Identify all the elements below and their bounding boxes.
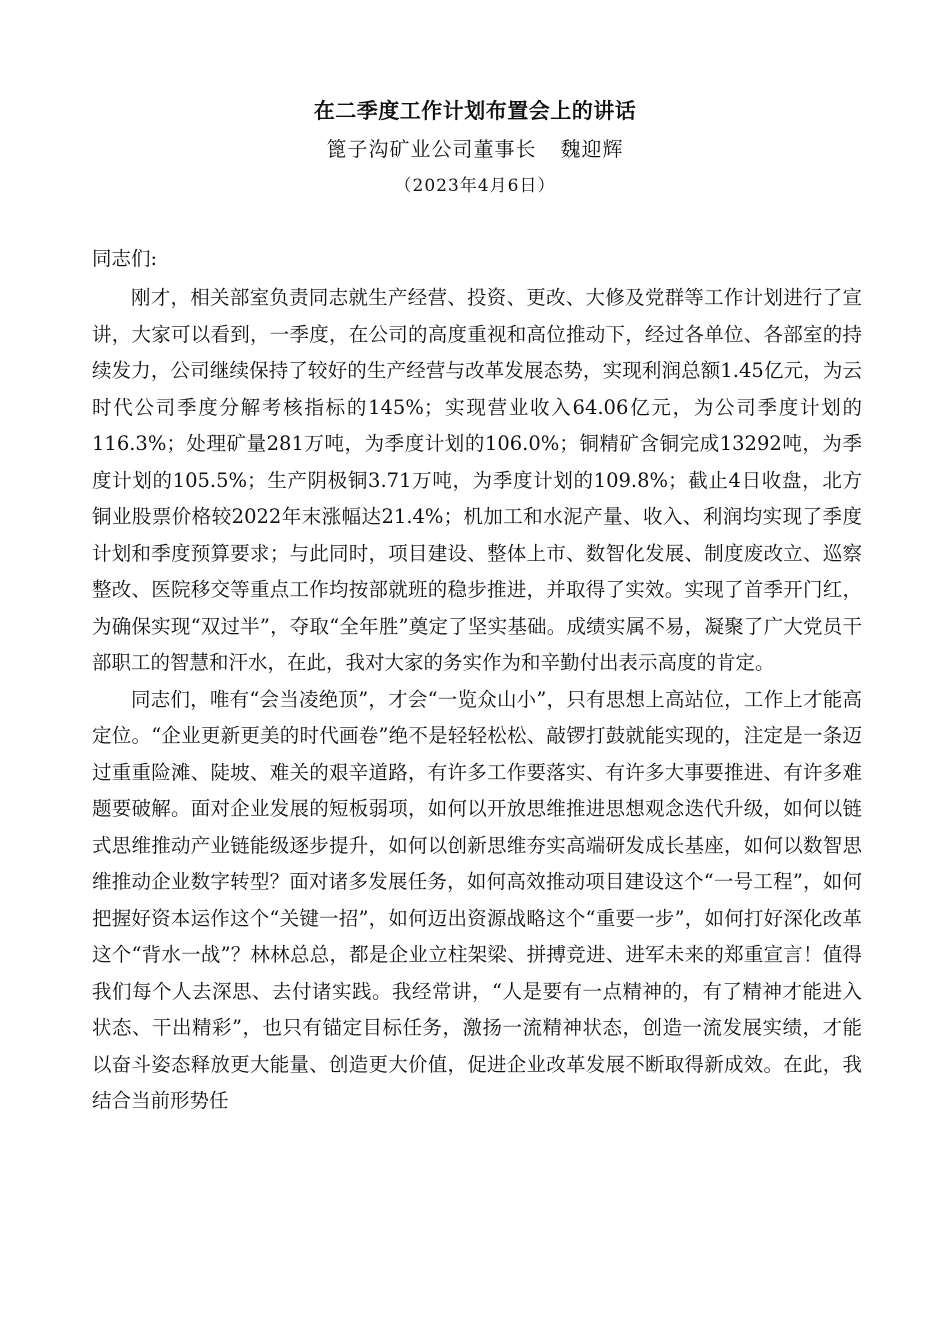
body-text [92, 280, 862, 1120]
page-title: 在二季度工作计划布置会上的讲话 [313, 98, 637, 123]
author-name: 魏迎辉 [560, 137, 624, 161]
author-line [0, 134, 950, 164]
author-organization: 篦子沟矿业公司董事长 [326, 137, 537, 161]
paragraph: 同志们，唯有“会当凌绝顶”，才会“一览众山小”，只有思想上高站位，工作上才能高定位。“企业更新更美的时代画卷”绝不是轻轻松松、敲锣打鼓就能实现的，注定是一条迈过重重险滩、陡坡、难关的艰辛道路，有许多工作要落实、有许多大事要推进、有许多难题要破解。面对企业发展的短板弱项，如何以开放思维推进思想观念迭代升级，如何以链式思维推动产业链能级逐步提升，如何以创新思维夯实高端研发成长基座，如何以数智思维推动企业数字转型？面对诸多发展任务，如何高效推动项目建设这个“一号工程”，如何把握好资本运作这个“关键一招”，如何迈出资源战略这个“重要一步”，如何打好深化改革这个“背水一战”？林林总总，都是企业立柱架梁、拼搏竞进、进军未来的郑重宣言！值得我们每个人去深思、去付诸实践。我经常讲，“人是要有一点精神的，有了精神才能进入状态、干出精彩”，也只有锚定目标任务，激扬一流精神状态，创造一流发展实绩，才能以奋斗姿态释放更大能量、创造更大价值，促进企业改革发展不断取得新成效。在此，我结合当前形势任 [92, 687, 862, 1112]
salutation: 同志们: [92, 247, 158, 270]
paragraph: 刚才，相关部室负责同志就生产经营、投资、更改、大修及党群等工作计划进行了宣讲，大家可以看到，一季度，在公司的高度重视和高位推动下，经过各单位、各部室的持续发力，公司继续保持了较好的生产经营与改革发展态势，实现利润总额1.45亿元，为云时代公司季度分解考核指标的145%；实现营业收入64.06亿元，为公司季度计划的116.3%；处理矿量281万吨，为季度计划的106.0%；铜精矿含铜完成13292吨，为季度计划的105.5%；生产阴极铜3.71万吨，为季度计划的109.8%；截止4日收盘，北方铜业股票价格较2022年末涨幅达21.4%；机加工和水泥产量、收入、利润均实现了季度计划和季度预算要求；与此同时，项目建设、整体上市、数智化发展、制度废改立、巡察整改、医院移交等重点工作均按部就班的稳步推进，并取得了实效。实现了首季开门红，为确保实现“双过半”，夺取“全年胜”奠定了坚实基础。成绩实属不易，凝聚了广大党员干部职工的智慧和汗水，在此，我对大家的务实作为和辛勤付出表示高度的肯定。 [92, 286, 862, 674]
speech-date: （2023年4月6日） [394, 176, 556, 196]
